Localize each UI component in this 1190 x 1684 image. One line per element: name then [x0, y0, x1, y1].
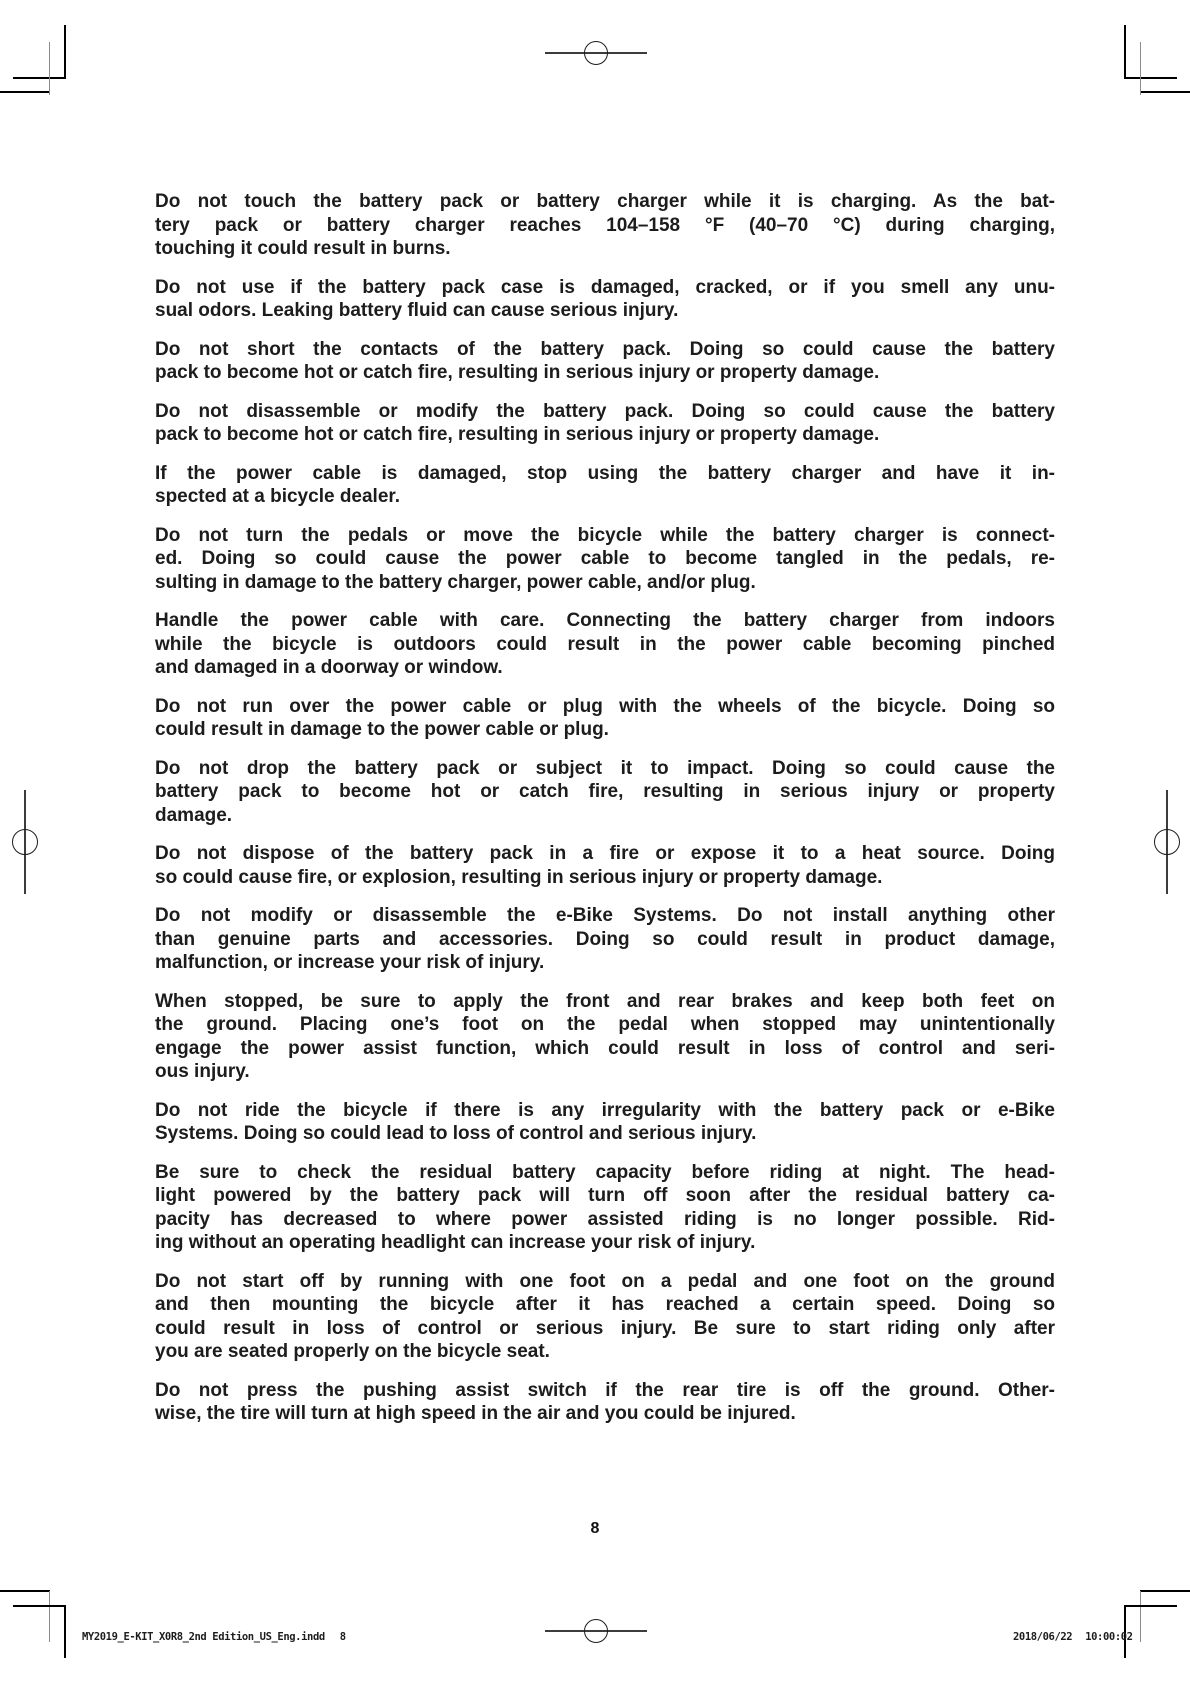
registration-circle-icon: [1154, 829, 1180, 855]
warning-paragraph: [155, 400, 1055, 447]
text-line: you are seated properly on the bicycle seat.: [155, 1341, 550, 1362]
text-line: Handle the power cable with care. Connecting the battery charger from indoors: [155, 610, 1055, 631]
text-line: tery pack or battery charger reaches 104–158 °F (40–70 °C) during charging,: [155, 214, 1055, 236]
footer-slug-left: [82, 1631, 346, 1643]
text-line: wise, the tire will turn at high speed in the air and you could be injured.: [155, 1403, 796, 1424]
warning-paragraph: [155, 276, 1055, 323]
text-line: light powered by the battery pack will turn off soon after the residual battery ca-: [155, 1185, 1055, 1206]
registration-circle-icon: [12, 829, 38, 855]
registration-circle-icon: [584, 1619, 608, 1643]
text-line: sual odors. Leaking battery fluid can cause serious injury.: [155, 300, 679, 321]
text-line: Do not use if the battery pack case is damaged, cracked, or if you smell any unu-: [155, 276, 1055, 298]
text-line: Do not modify or disassemble the e-Bike Systems. Do not install anything other: [155, 905, 1055, 926]
warning-text-block: [155, 190, 1055, 1441]
crop-mark-line: [1140, 42, 1141, 95]
text-line: so could cause fire, or explosion, resulting in serious injury or property damage.: [155, 866, 883, 888]
footer-time: 10:00:02: [1085, 1631, 1133, 1643]
text-line: spected at a bicycle dealer.: [155, 486, 401, 507]
page-number: 8: [590, 1520, 600, 1537]
text-line: Do not run over the power cable or plug with the wheels of the bicycle. Doing so: [155, 695, 1055, 717]
crop-mark-line: [1140, 1591, 1141, 1642]
warning-paragraph: [155, 1161, 1055, 1255]
text-line: could result in damage to the power cable or plug.: [155, 719, 609, 740]
warning-paragraph: [155, 757, 1055, 828]
text-line: Do not drop the battery pack or subject it to impact. Doing so could cause the: [155, 757, 1055, 779]
warning-paragraph: [155, 990, 1055, 1084]
text-line: ing without an operating headlight can increase your risk of injury.: [155, 1232, 756, 1253]
text-line: and then mounting the bicycle after it has reached a certain speed. Doing so: [155, 1294, 1055, 1315]
crop-mark-line: [13, 1605, 66, 1607]
text-line: Do not short the contacts of the battery pack. Doing so could cause the battery: [155, 338, 1055, 360]
crop-mark-line: [0, 91, 50, 93]
crop-mark-line: [1124, 25, 1126, 78]
text-line: Be sure to check the residual battery capacity before riding at night. The head-: [155, 1161, 1055, 1183]
warning-paragraph: [155, 462, 1055, 509]
footer-filename: MY2019_E-KIT_X0R8_2nd Edition_US_Eng.indd: [82, 1631, 325, 1643]
crop-mark-line: [64, 25, 66, 78]
warning-paragraph: [155, 842, 1055, 889]
text-line: malfunction, or increase your risk of injury.: [155, 952, 545, 973]
warning-paragraph: [155, 609, 1055, 680]
text-line: damage.: [155, 804, 233, 826]
crop-mark-line: [0, 1590, 50, 1592]
text-line: Do not ride the bicycle if there is any irregularity with the battery pack or e-Bike: [155, 1099, 1055, 1121]
text-line: ous injury.: [155, 1061, 250, 1082]
warning-paragraph: [155, 338, 1055, 385]
text-line: Do not disassemble or modify the battery pack. Doing so could cause the battery: [155, 400, 1055, 422]
text-line: If the power cable is damaged, stop using the battery charger and have it in-: [155, 462, 1055, 484]
warning-paragraph: [155, 1379, 1055, 1426]
text-line: Do not turn the pedals or move the bicycle while the battery charger is connect-: [155, 524, 1055, 546]
text-line: the ground. Placing one’s foot on the pedal when stopped may unintentionally: [155, 1014, 1055, 1035]
text-line: and damaged in a doorway or window.: [155, 657, 503, 678]
text-line: Do not start off by running with one foot on a pedal and one foot on the ground: [155, 1270, 1055, 1292]
text-line: ed. Doing so could cause the power cable to become tangled in the pedals, re-: [155, 548, 1055, 569]
footer-sheet-number: 8: [339, 1631, 346, 1643]
text-line: Do not dispose of the battery pack in a fire or expose it to a heat source. Doing: [155, 843, 1055, 864]
crop-mark-line: [1140, 1590, 1190, 1592]
text-line: When stopped, be sure to apply the front and rear brakes and keep both feet on: [155, 990, 1055, 1012]
crop-mark-line: [49, 1591, 50, 1642]
text-line: Do not press the pushing assist switch if the rear tire is off the ground. Other-: [155, 1379, 1055, 1401]
text-line: touching it could result in burns.: [155, 238, 451, 259]
text-line: Systems. Doing so could lead to loss of control and serious injury.: [155, 1123, 757, 1144]
text-line: could result in loss of control or serious injury. Be sure to start riding only after: [155, 1317, 1055, 1339]
text-line: engage the power assist function, which could result in loss of control and seri-: [155, 1037, 1055, 1059]
text-line: pacity has decreased to where power assisted riding is no longer possible. Rid-: [155, 1208, 1055, 1230]
text-line: battery pack to become hot or catch fire, resulting in serious injury or property: [155, 781, 1055, 802]
text-line: than genuine parts and accessories. Doing so could result in product damage,: [155, 928, 1055, 950]
warning-paragraph: [155, 1270, 1055, 1364]
crop-mark-line: [1140, 91, 1190, 93]
footer-date: 2018/06/22: [1013, 1631, 1073, 1643]
registration-circle-icon: [584, 41, 608, 65]
text-line: pack to become hot or catch fire, resulting in serious injury or property damage.: [155, 424, 880, 445]
warning-paragraph: [155, 190, 1055, 261]
footer-slug-right: [1013, 1631, 1133, 1643]
text-line: Do not touch the battery pack or battery charger while it is charging. As the bat-: [155, 191, 1055, 212]
warning-paragraph: [155, 524, 1055, 595]
crop-mark-line: [49, 42, 50, 95]
crop-mark-line: [13, 77, 66, 79]
warning-paragraph: [155, 1099, 1055, 1146]
text-line: while the bicycle is outdoors could result in the power cable becoming pinched: [155, 633, 1055, 655]
crop-mark-line: [1124, 1605, 1177, 1607]
text-line: sulting in damage to the battery charger, power cable, and/or plug.: [155, 571, 756, 593]
warning-paragraph: [155, 904, 1055, 975]
crop-mark-line: [64, 1605, 66, 1658]
warning-paragraph: [155, 695, 1055, 742]
crop-mark-line: [1124, 77, 1177, 79]
text-line: pack to become hot or catch fire, resulting in serious injury or property damage.: [155, 362, 880, 383]
